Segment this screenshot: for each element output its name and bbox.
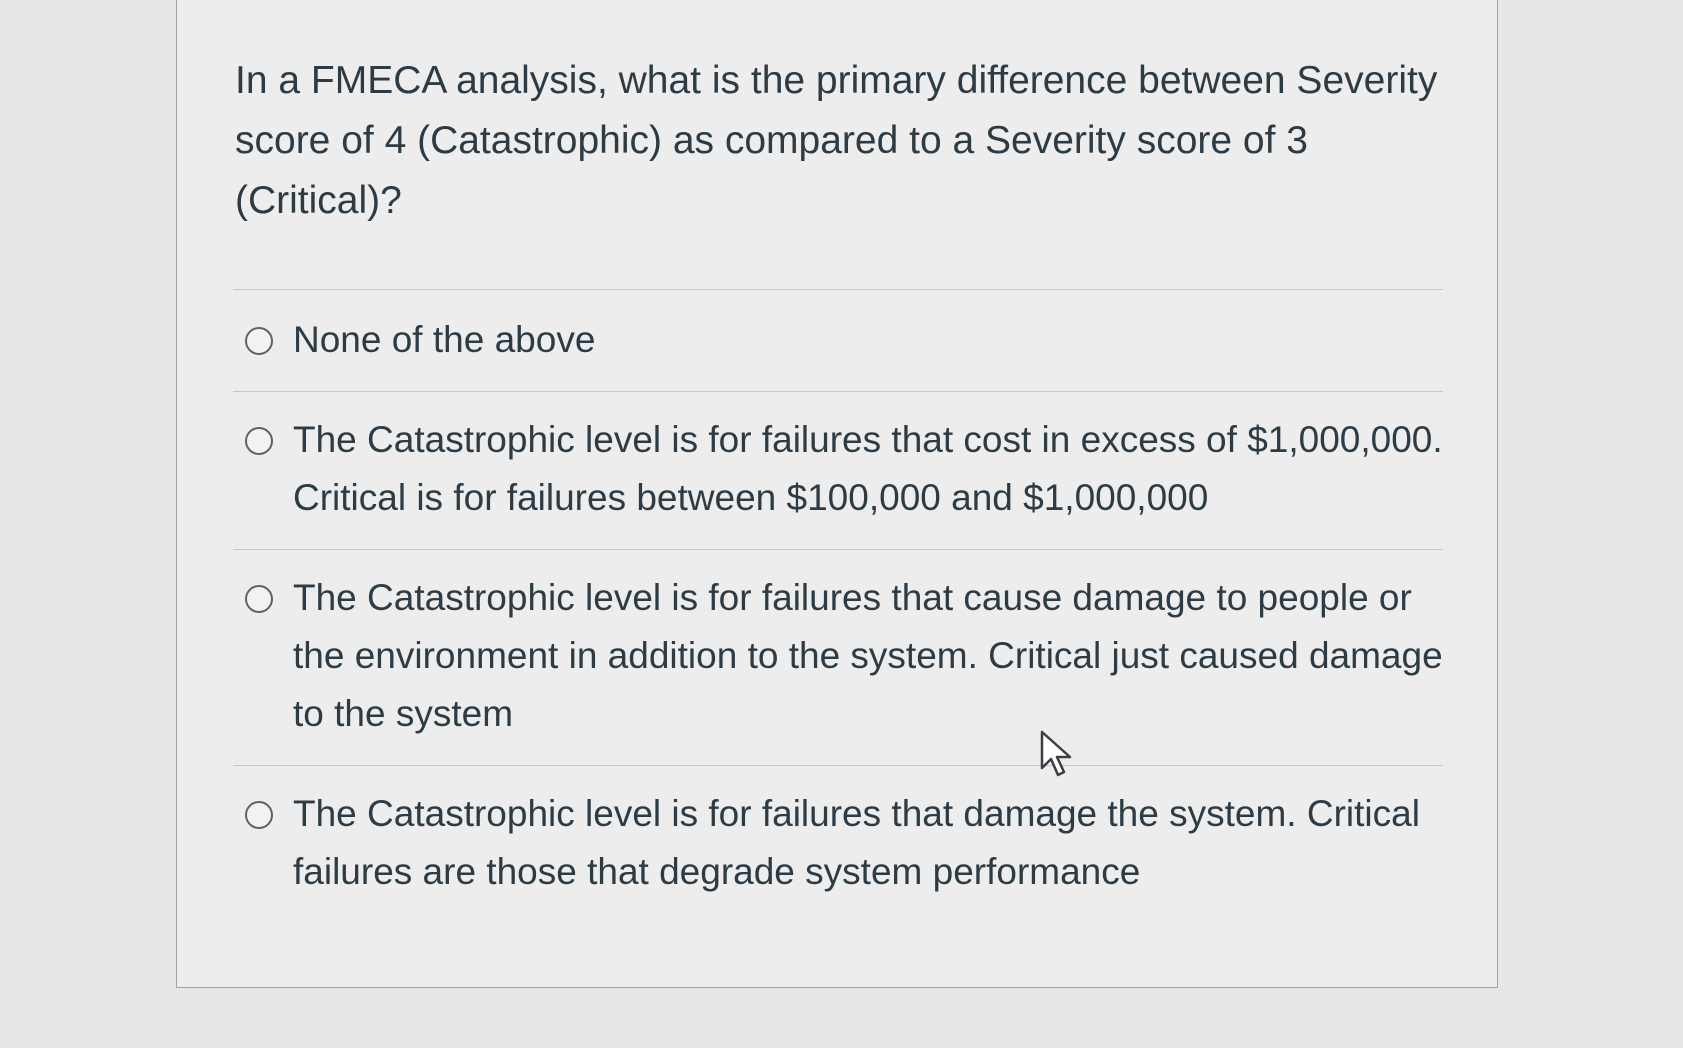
radio-unselected-icon[interactable] bbox=[245, 327, 273, 355]
answer-option-3[interactable] bbox=[233, 569, 1453, 743]
answer-label: The Catastrophic level is for failures that cause damage to people or the environment in addition to the system. Critical just caused damage to the system bbox=[293, 577, 1443, 734]
answer-label: The Catastrophic level is for failures that cost in excess of $1,000,000. Critical is for failures between $100,000 and $1,000,000 bbox=[293, 419, 1443, 518]
answer-label: None of the above bbox=[293, 319, 596, 360]
radio-unselected-icon[interactable] bbox=[245, 427, 273, 455]
divider bbox=[233, 765, 1443, 766]
answer-option-1[interactable] bbox=[233, 311, 1453, 369]
question-text: In a FMECA analysis, what is the primary difference between Severity score of 4 (Catastrophic) as compared to a Severity score of 3 (Critical)? bbox=[235, 59, 1438, 222]
answer-label: The Catastrophic level is for failures that damage the system. Critical failures are those that degrade system performance bbox=[293, 793, 1420, 892]
divider bbox=[233, 289, 1443, 290]
question-card bbox=[176, 0, 1498, 988]
answer-option-2[interactable] bbox=[233, 411, 1453, 527]
answer-option-4[interactable] bbox=[233, 785, 1453, 901]
radio-unselected-icon[interactable] bbox=[245, 585, 273, 613]
divider bbox=[233, 391, 1443, 392]
mouse-pointer-icon bbox=[1040, 730, 1074, 778]
divider bbox=[233, 549, 1443, 550]
radio-unselected-icon[interactable] bbox=[245, 801, 273, 829]
